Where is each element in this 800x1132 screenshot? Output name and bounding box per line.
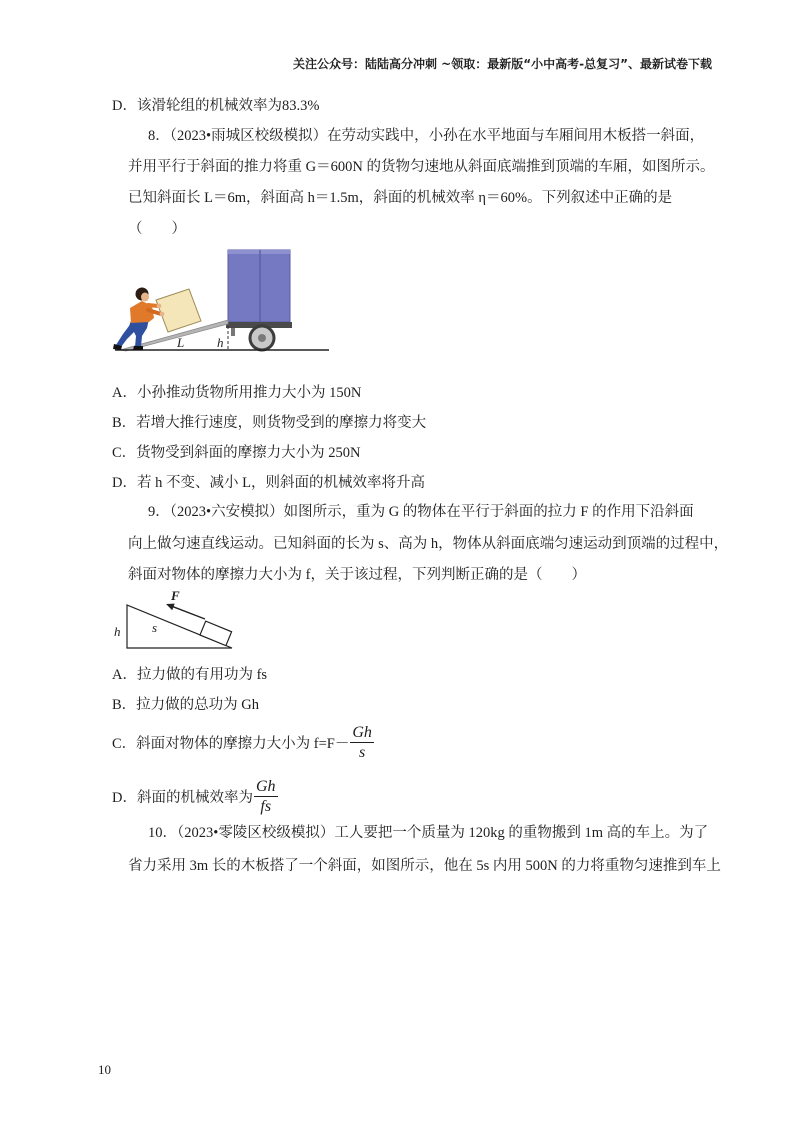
question-9-stem-line-2: 向上做匀速直线运动。已知斜面的长为 s、高为 h，物体从斜面底端匀速运动到顶端的过程中，	[128, 536, 729, 552]
worker-face	[141, 293, 149, 302]
force-arrow-head	[166, 604, 175, 611]
fraction-numerator: Gh	[352, 723, 372, 741]
header-promo-text: 关注公众号：陆陆高分冲刺 ~领取：最新版“小中高考-总复习”、最新试卷下载	[293, 57, 712, 71]
question-8-option-c: C．货物受到斜面的摩擦力大小为 250N	[112, 445, 361, 461]
ramp-length-label: L	[177, 335, 185, 350]
worker-hand	[157, 304, 162, 309]
question-9-option-d-text: D．斜面的机械效率为	[112, 789, 253, 806]
question-10-stem-line-2: 省力采用 3m 长的木板搭了一个斜面，如图所示，他在 5s 内用 500N 的力将重物匀速推到车上	[128, 858, 721, 874]
ramp-height-label: h	[217, 335, 224, 350]
block-on-incline	[200, 621, 232, 646]
truck-roof-edge	[228, 250, 290, 254]
incline-height-label: h	[114, 624, 121, 639]
fraction	[350, 723, 374, 762]
question-9-stem-line-3: 斜面对物体的摩擦力大小为 f，关于该过程，下列判断正确的是（ ）	[128, 567, 586, 583]
question-8-stem-line-2: 并用平行于斜面的推力将重 G＝600N 的货物匀速地从斜面底端推到顶端的车厢，如图所示。	[128, 159, 715, 175]
question-9-option-b: B．拉力做的总功为 Gh	[112, 697, 260, 713]
truck-cargo-box	[228, 250, 290, 322]
question-9-option-c	[112, 722, 374, 762]
incline-figure	[112, 585, 242, 655]
truck-ramp-figure	[112, 248, 334, 356]
force-arrow-shaft	[172, 606, 205, 619]
question-8-option-a: A．小孙推动货物所用推力大小为 150N	[112, 385, 362, 401]
incline-length-label: s	[152, 620, 158, 635]
worker-pants	[116, 319, 149, 347]
truck-wheel-hub	[258, 334, 266, 342]
fraction	[254, 777, 278, 816]
fraction-denominator: fs	[260, 797, 272, 815]
question-8-option-d: D．若 h 不变、减小 L，则斜面的机械效率将升高	[112, 475, 425, 491]
question-9-option-a: A．拉力做的有用功为 fs	[112, 667, 268, 683]
cargo-box	[156, 289, 201, 332]
worker-hand	[160, 312, 165, 317]
question-8-stem-line-3: 已知斜面长 L＝6m，斜面高 h＝1.5m，斜面的机械效率 η＝60%。下列叙述中正确的是	[128, 190, 673, 206]
fraction-denominator: s	[359, 743, 366, 761]
fraction-numerator: Gh	[255, 777, 276, 795]
force-label: F	[171, 588, 180, 603]
previous-question-option-d: D．该滑轮组的机械效率为83.3%	[112, 98, 320, 114]
question-9-option-c-text: C．斜面对物体的摩擦力大小为 f=F－	[112, 735, 350, 752]
question-8-option-b: B．若增大推行速度，则货物受到的摩擦力将变大	[112, 415, 427, 431]
question-8-answer-blank: （ ）	[128, 221, 186, 237]
page-number: 10	[98, 1062, 111, 1077]
truck-bumper-post	[231, 328, 235, 336]
worker-upper-arm	[148, 305, 158, 306]
question-9-stem-line-1: 9．（2023•六安模拟）如图所示，重为 G 的物体在平行于斜面的拉力 F 的作用下沿斜面	[148, 504, 694, 520]
question-8-stem-line-1: 8．（2023•雨城区校级模拟）在劳动实践中，小孙在水平地面与车厢间用木板搭一斜面，	[148, 128, 705, 144]
worker-front-shoe	[133, 346, 143, 350]
question-10-stem-line-1: 10．（2023•零陵区校级模拟）工人要把一个质量为 120kg 的重物搬到 1m 高的车上。为了	[148, 825, 709, 841]
question-9-option-d	[112, 776, 278, 816]
